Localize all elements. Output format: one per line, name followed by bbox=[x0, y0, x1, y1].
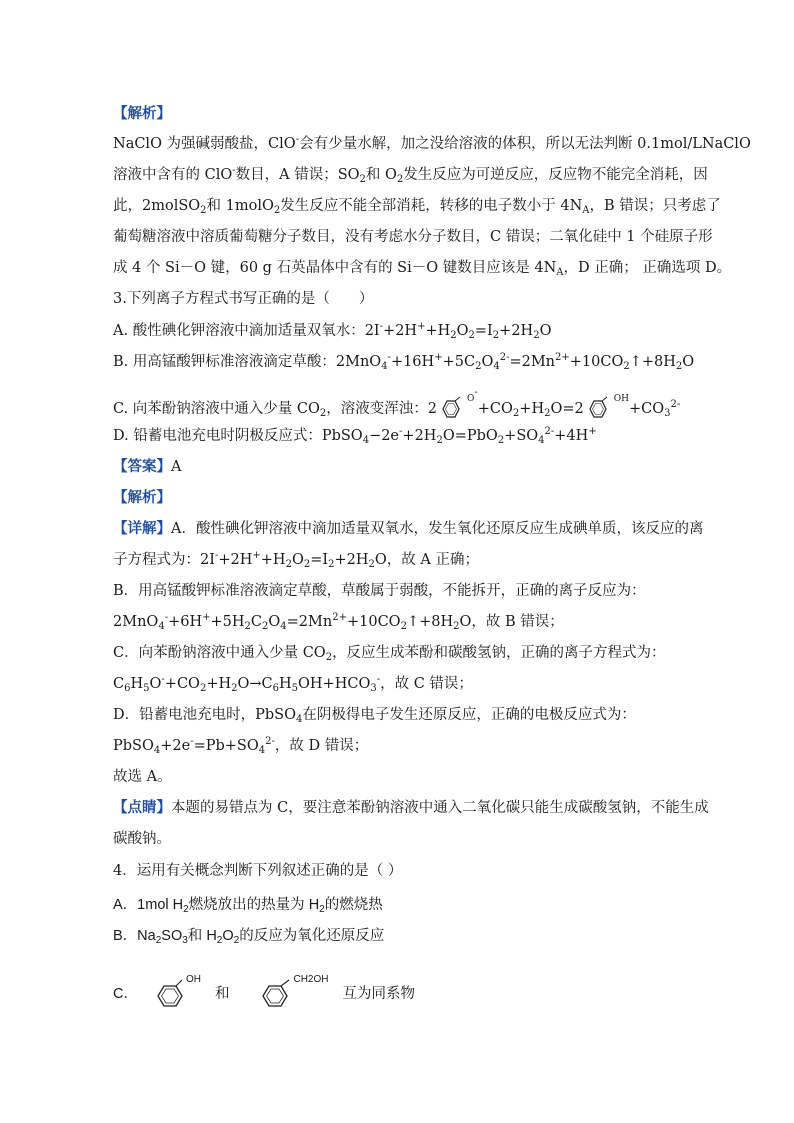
detail-c-line-2: $C_6H_5O^-+CO_2+H_2O\to C_6H_5OH+HCO_3^-$，故 C 错误； bbox=[113, 674, 473, 694]
analysis-line-4: 葡萄糖溶液中溶质葡萄糖分子数目，没有考虑水分子数目，C 错误；二氧化硅中 1 个硅原子形 bbox=[113, 229, 713, 245]
question-4-option-c: C． $^{OH}$和 $^{CH2OH}$互为同系物 bbox=[113, 958, 415, 1016]
question-3-option-a: A. 酸性碘化钾溶液中滴加适量双氧水：$2I^-+2H^++H_2O_2=I_2+2H_2O$ bbox=[113, 321, 552, 341]
detail-d-line-2: $PbSO_4+2e^-=Pb+SO_4^{2-}$，故 D 错误； bbox=[113, 736, 369, 756]
analysis-line-2: 溶液中含有的 ClO-数目，A 错误；$SO_2$和 $O_2$发生反应为可逆反应，反应物不能完全消耗，因 bbox=[113, 165, 708, 185]
detail-conclusion: 故选 A。 bbox=[113, 769, 172, 785]
answer-line: 【答案】A bbox=[113, 458, 182, 475]
analysis-heading-1: 【解析】 bbox=[113, 105, 171, 122]
question-4-option-a: A．1mol $H_2$燃烧放出的热量为 $H_2$的燃烧热 bbox=[113, 897, 383, 915]
detail-b-line-2: $2MnO_4^-+6H^++5H_2C_2O_4=2Mn^{2+}+10CO_2↑+8H_2O$，故 B 错误； bbox=[113, 612, 564, 632]
analysis-line-5: 成 4 个 Si－O 键，60 g 石英晶体中含有的 Si－O 键数目应该是 $4N_A$，D 正确； 正确选项 D。 bbox=[113, 260, 732, 278]
tip-line-1: 【点睛】本题的易错点为 C，要注意苯酚钠溶液中通入二氧化碳只能生成碳酸氢钠，不能生成 bbox=[113, 799, 709, 816]
detail-a-line-1: 【详解】A．酸性碘化钾溶液中滴加适量双氧水，发生氧化还原反应生成碘单质，该反应的离 bbox=[113, 520, 704, 537]
analysis-line-3: 此，2molSO$_2$和 1molO$_2$发生反应不能全部消耗，转移的电子数小于 $4N_A$，B 错误；只考虑了 bbox=[113, 198, 721, 216]
question-4-stem: 4．运用有关概念判断下列叙述正确的是（ ） bbox=[113, 863, 403, 879]
phenoxide-ring-icon bbox=[437, 395, 467, 423]
analysis-line-1: NaClO 为强碱弱酸盐，ClO-会有少量水解，加之没给溶液的体积，所以无法判断 0.1mol/LNaClO bbox=[113, 134, 751, 152]
phenol-ring-icon bbox=[584, 395, 614, 423]
detail-c-line-1: C．向苯酚钠溶液中通入少量 $CO_2$，反应生成苯酚和碳酸氢钠，正确的离子方程式为： bbox=[113, 645, 666, 663]
detail-a-line-2: 子方程式为：$2I^-+2H^++H_2O_2=I_2+2H_2O$，故 A 正确； bbox=[113, 550, 479, 570]
question-3-option-b: B. 用高锰酸钾标准溶液滴定草酸：$2MnO_4^-+16H^++5C_2O_4^{2-}=2Mn^{2+}+10CO_2↑+8H_2O$ bbox=[113, 352, 695, 372]
tip-line-2: 碳酸钠。 bbox=[113, 831, 171, 847]
question-3-stem: 3.下列离子方程式书写正确的是（ ） bbox=[113, 291, 374, 307]
question-4-option-b: B．$Na_2SO_3$和 $H_2O_2$的反应为氧化还原反应 bbox=[113, 928, 385, 946]
question-3-option-d: D. 铅蓄电池充电时阴极反应式：$PbSO_4-2e^-+2H_2O=PbO_2+SO_4^{2-}+4H^+$ bbox=[113, 426, 597, 446]
detail-d-line-1: D．铅蓄电池充电时，PbSO$_4$在阴极得电子发生还原反应，正确的电极反应式为： bbox=[113, 707, 636, 725]
question-3-option-c: C. 向苯酚钠溶液中通入少量 $CO_2$，溶液变浑浊：2 $^{O^-}+CO_2+H_2O=2$ $^{OH}+CO_3^{2-}$ bbox=[113, 384, 680, 424]
analysis-heading-2: 【解析】 bbox=[113, 489, 171, 506]
detail-b-line-1: B．用高锰酸钾标准溶液滴定草酸，草酸属于弱酸，不能拆开，正确的离子反应为： bbox=[113, 583, 646, 599]
